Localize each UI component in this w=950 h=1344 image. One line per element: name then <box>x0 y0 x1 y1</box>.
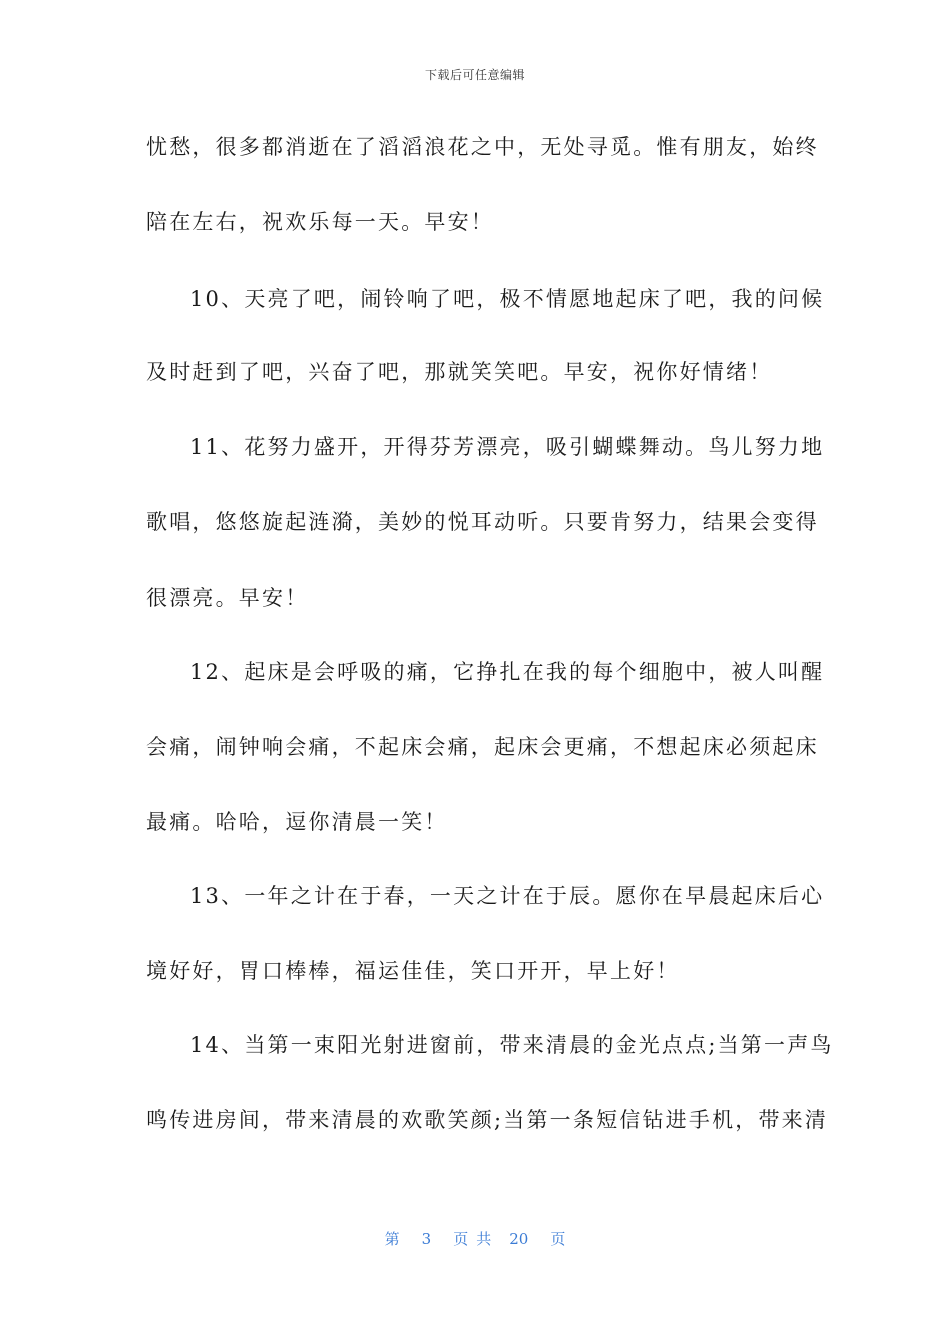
text-line: 12、起床是会呼吸的痛，它挣扎在我的每个细胞中，被人叫醒 <box>190 660 825 684</box>
text-line: 最痛。哈哈，逗你清晨一笑！ <box>146 810 448 834</box>
text-line: 14、当第一束阳光射进窗前，带来清晨的金光点点;当第一声鸟 <box>190 1033 834 1057</box>
footer-page-number: 3 <box>421 1230 432 1248</box>
text-line: 会痛，闹钟响会痛，不起床会痛，起床会更痛，不想起床必须起床 <box>146 735 819 759</box>
footer-suffix: 页 <box>550 1230 566 1248</box>
footer-prefix: 第 <box>384 1230 400 1248</box>
text-line: 及时赶到了吧，兴奋了吧，那就笑笑吧。早安，祝你好情绪！ <box>146 360 773 384</box>
footer-total-pages: 20 <box>509 1230 529 1248</box>
page-footer <box>0 1228 950 1249</box>
footer-middle: 页共 <box>453 1230 500 1248</box>
text-line: 陪在左右，祝欢乐每一天。早安！ <box>146 210 494 234</box>
text-line: 很漂亮。早安！ <box>146 586 309 610</box>
text-line: 10、天亮了吧，闹铃响了吧，极不情愿地起床了吧，我的问候 <box>190 287 825 311</box>
text-line: 忧愁，很多都消逝在了滔滔浪花之中，无处寻觅。惟有朋友，始终 <box>146 135 819 159</box>
page-header-note: 下载后可任意编辑 <box>424 68 525 82</box>
text-line: 歌唱，悠悠旋起涟漪，美妙的悦耳动听。只要肯努力，结果会变得 <box>146 510 819 534</box>
text-line: 11、花努力盛开，开得芬芳漂亮，吸引蝴蝶舞动。鸟儿努力地 <box>190 435 825 459</box>
text-line: 境好好，胃口棒棒，福运佳佳，笑口开开，早上好！ <box>146 959 680 983</box>
text-line: 13、一年之计在于春，一天之计在于辰。愿你在早晨起床后心 <box>190 884 825 908</box>
text-line: 鸣传进房间，带来清晨的欢歌笑颜;当第一条短信钻进手机，带来清 <box>146 1108 829 1132</box>
